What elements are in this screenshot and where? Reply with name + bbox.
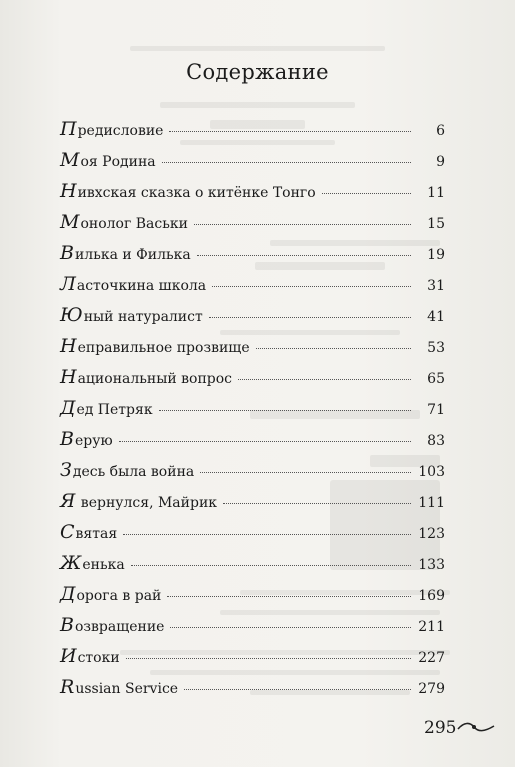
toc-entry-title: [60, 242, 191, 264]
toc-entry-title: [60, 397, 153, 419]
toc-entry[interactable]: [60, 459, 445, 490]
toc-entry-title-rest: еправильное прозвище: [77, 340, 250, 356]
toc-entry-title: [60, 459, 194, 481]
toc-entry[interactable]: [60, 614, 445, 645]
toc-entry-page: 211: [418, 619, 445, 635]
toc-entry[interactable]: [60, 118, 445, 149]
dot-leader: [200, 472, 411, 473]
toc-entry-title: [60, 676, 178, 698]
toc-entry-title-rest: вернулся, Майрик: [76, 495, 218, 511]
toc-entry-page: 83: [427, 433, 445, 449]
dot-leader: [123, 534, 411, 535]
toc-entry-title-rest: онолог Васьки: [80, 216, 188, 232]
toc-entry-title-rest: асточкина школа: [76, 278, 207, 294]
dot-leader: [197, 255, 411, 256]
toc-entry[interactable]: [60, 490, 445, 521]
toc-entry-initial: Д: [60, 583, 76, 605]
toc-entry-initial: Д: [60, 397, 76, 419]
toc-entry-title: [60, 180, 316, 202]
toc-entry-title-rest: редисловие: [77, 123, 164, 139]
toc-entry-page: 227: [418, 650, 445, 666]
dot-leader: [322, 193, 411, 194]
toc-entry-page: 65: [427, 371, 445, 387]
toc-entry[interactable]: [60, 366, 445, 397]
toc-entry-title: [60, 273, 206, 295]
toc-entry-title: [60, 490, 217, 512]
dot-leader: [131, 565, 411, 566]
toc-entry-title: [60, 211, 188, 233]
toc-entry-title-rest: ивхская сказка о китёнке Тонго: [77, 185, 316, 201]
toc-entry-page: 123: [418, 526, 445, 542]
toc-entry-page: 169: [418, 588, 445, 604]
toc-entry-title-rest: ациональный вопрос: [77, 371, 233, 387]
toc-entry-page: 111: [418, 495, 445, 511]
toc-entry-title-rest: ussian Service: [75, 681, 179, 697]
toc-entry-initial: Ж: [60, 552, 82, 574]
toc-entry-title: [60, 614, 164, 636]
toc-entry-title-rest: десь была война: [72, 464, 195, 480]
dot-leader: [209, 317, 411, 318]
dot-leader: [119, 441, 411, 442]
toc-entry-page: 103: [418, 464, 445, 480]
dot-leader: [256, 348, 411, 349]
toc-entry-page: 53: [427, 340, 445, 356]
toc-entry[interactable]: [60, 583, 445, 614]
toc-entry[interactable]: [60, 521, 445, 552]
toc-entry[interactable]: [60, 211, 445, 242]
toc-entry-initial: С: [60, 521, 75, 543]
toc-entry-initial: Я: [60, 490, 76, 512]
toc-entry-initial: R: [60, 676, 75, 698]
toc-entry-initial: В: [60, 242, 74, 264]
toc-entry-title-rest: вятая: [75, 526, 118, 542]
toc-entry-title: [60, 118, 163, 140]
dot-leader: [159, 410, 411, 411]
toc-entry-title: [60, 149, 156, 171]
flourish-ornament-icon: [456, 720, 496, 734]
toc-entry-page: 279: [418, 681, 445, 697]
toc-entry-title-rest: енька: [82, 557, 125, 573]
toc-entry[interactable]: [60, 180, 445, 211]
toc-entry-title: [60, 552, 125, 574]
toc-entry-initial: В: [60, 428, 74, 450]
dot-leader: [184, 689, 411, 690]
dot-leader: [238, 379, 411, 380]
dot-leader: [212, 286, 411, 287]
toc-entry-title-rest: ный натуралист: [83, 309, 203, 325]
toc-entry-page: 31: [427, 278, 445, 294]
toc-entry-title-rest: илька и Филька: [74, 247, 191, 263]
toc-entry-title: [60, 521, 117, 543]
toc-entry[interactable]: [60, 273, 445, 304]
toc-entry-title: [60, 645, 120, 667]
toc-entry[interactable]: [60, 676, 445, 707]
toc-entry-initial: М: [60, 149, 80, 171]
toc-entry-page: 15: [427, 216, 445, 232]
dot-leader: [162, 162, 411, 163]
toc-entry-initial: Н: [60, 335, 77, 357]
toc-entry-page: 6: [436, 123, 445, 139]
toc-entry-title-rest: оя Родина: [80, 154, 156, 170]
toc-entry-page: 41: [427, 309, 445, 325]
toc-entry-title-rest: орога в рай: [76, 588, 162, 604]
toc-entry[interactable]: [60, 335, 445, 366]
toc-entry[interactable]: [60, 645, 445, 676]
toc-entry-title-rest: ерую: [74, 433, 113, 449]
toc-entry-title: [60, 428, 113, 450]
dot-leader: [167, 596, 411, 597]
page-number: 295: [424, 718, 457, 738]
toc-entry-initial: В: [60, 614, 74, 636]
toc-entry-page: 9: [436, 154, 445, 170]
toc-entry-initial: М: [60, 211, 80, 233]
toc-entry-title: [60, 583, 161, 605]
toc-entry[interactable]: [60, 242, 445, 273]
toc-entry-initial: Ю: [60, 304, 83, 326]
dot-leader: [126, 658, 411, 659]
table-of-contents: [60, 118, 445, 707]
toc-entry-initial: Л: [60, 273, 76, 295]
toc-entry-page: 133: [418, 557, 445, 573]
dot-leader: [169, 131, 411, 132]
toc-entry-title-rest: ед Петряк: [76, 402, 153, 418]
toc-entry-page: 11: [427, 185, 445, 201]
toc-entry[interactable]: [60, 304, 445, 335]
toc-entry[interactable]: [60, 428, 445, 459]
toc-entry-initial: З: [60, 459, 72, 481]
dot-leader: [223, 503, 411, 504]
toc-entry-page: 19: [427, 247, 445, 263]
toc-entry-title-rest: озвращение: [74, 619, 165, 635]
toc-entry-title: [60, 304, 203, 326]
page-title: Содержание: [186, 60, 329, 84]
dot-leader: [170, 627, 411, 628]
toc-entry-initial: П: [60, 118, 77, 140]
toc-entry[interactable]: [60, 397, 445, 428]
toc-entry-title-rest: стоки: [77, 650, 120, 666]
toc-entry[interactable]: [60, 149, 445, 180]
toc-entry-initial: Н: [60, 180, 77, 202]
toc-entry-initial: Н: [60, 366, 77, 388]
toc-entry-page: 71: [427, 402, 445, 418]
toc-entry[interactable]: [60, 552, 445, 583]
toc-entry-title: [60, 366, 232, 388]
dot-leader: [194, 224, 411, 225]
toc-entry-title: [60, 335, 250, 357]
toc-entry-initial: И: [60, 645, 77, 667]
